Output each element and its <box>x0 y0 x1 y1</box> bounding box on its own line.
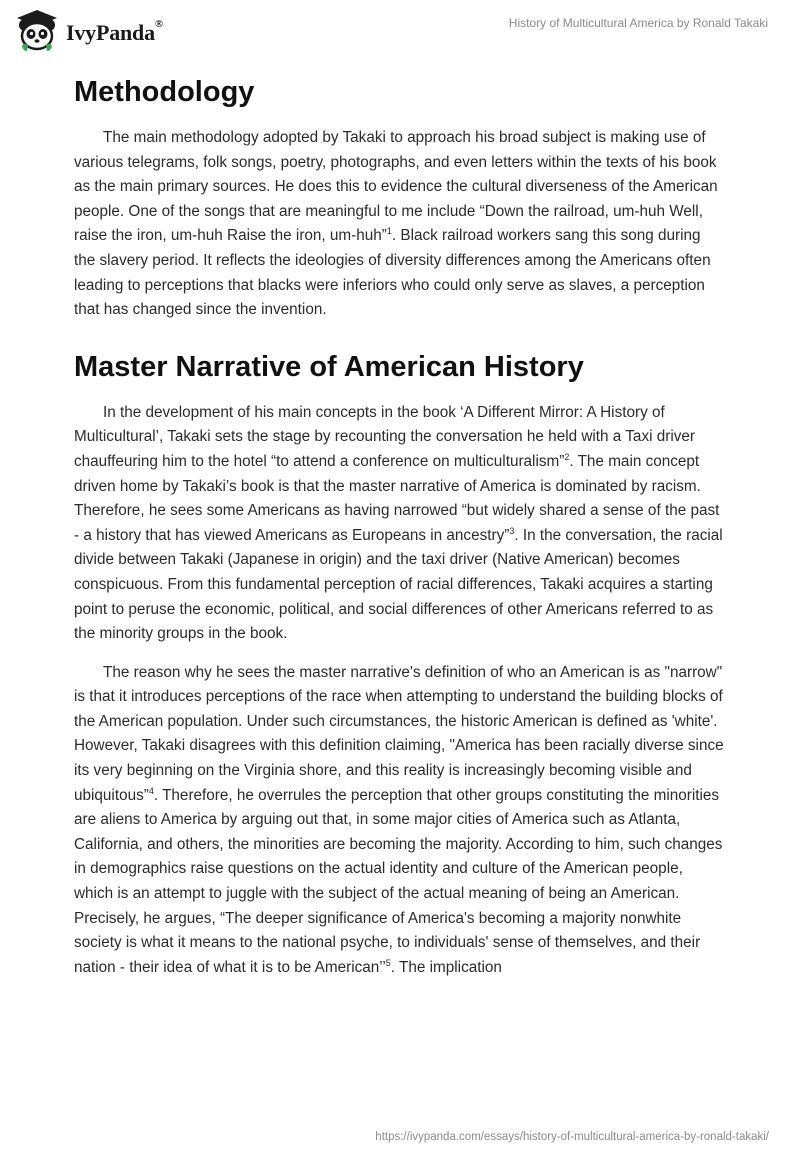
footer-url[interactable]: https://ivypanda.com/essays/history-of-multicultural-america-by-ronald-takaki/ <box>375 1131 769 1143</box>
paragraph: In the development of his main concepts in the book ‘A Different Mirror: A History of Multicultural’, Takaki sets the stage by recounting the conversation he held with a Taxi driver chauffeuring him to the hotel “to attend a conference on multiculturalism”$^2$. The main concept driven home by Takaki’s book is that the master narrative of America is dominated by racism. Therefore, he sees some Americans as having narrowed “but widely shared a sense of the past - a history that has viewed Americans as Europeans in ancestry”$^3$. In the conversation, the racial divide between Takaki (Japanese in origin) and the taxi driver (Native American) becomes conspicuous. From this fundamental perception of racial differences, Takaki acquires a starting point to peruse the economic, political, and social differences of other Americans referred to as the minority groups in the book. <box>74 403 723 643</box>
essay-content <box>74 70 726 980</box>
footnote-ref[interactable]: 4 <box>148 785 154 796</box>
paragraph: The reason why he sees the master narrative's definition of who an American is as "narrow" is that it introduces perceptions of the race when attempting to understand the building blocks of the American population. Under such circumstances, the historic American is defined as 'white'. However, Takaki disagrees with this definition claiming, "America has been racially diverse since its very beginning on the Virginia shore, and this reality is increasingly becoming visible and ubiquitous”$^4$. Therefore, he overrules the perception that other groups constituting the minorities are aliens to America by arguing out that, in some major cities of America such as Atlanta, California, and others, the minorities are becoming the majority. According to him, such changes in demographics raise questions on the actual identity and culture of the American people, which is an attempt to juggle with the subject of the actual meaning of being an American. Precisely, he argues, “The deeper significance of America's becoming a majority nonwhite society is what it means to the national psyche, to individuals' sense of themselves, and their nation - their idea of what it is to be American’’$^5$. The implication <box>74 663 724 976</box>
document-title: History of Multicultural America by Ronald Takaki <box>508 16 768 30</box>
footnote-ref[interactable]: 5 <box>385 957 391 968</box>
ivypanda-logo[interactable] <box>14 8 163 54</box>
brand-name: IvyPanda® <box>66 18 163 45</box>
footnote-ref[interactable]: 1 <box>386 226 392 237</box>
footnote-ref[interactable]: 3 <box>509 525 515 536</box>
page-header <box>0 0 800 62</box>
footnote-ref[interactable]: 2 <box>564 451 570 462</box>
section-heading-master-narrative: Master Narrative of American History <box>74 350 584 383</box>
panda-graduate-icon <box>14 8 60 54</box>
section-heading-methodology: Methodology <box>74 76 255 108</box>
paragraph: The main methodology adopted by Takaki to approach his broad subject is making use of various telegrams, folk songs, poetry, photographs, and even letters within the texts of his book as the main primary sources. He does this to evidence the cultural diverseness of the American people. One of the songs that are meaningful to me include “Down the railroad, um-huh Well, raise the iron, um-huh Raise the iron, um-huh”$^1$. Black railroad workers sang this song during the slavery period. It reflects the ideologies of diversity differences among the Americans often leading to perceptions that blacks were inferiors who could only serve as slaves, a perception that has changed since the invention. <box>74 129 718 319</box>
